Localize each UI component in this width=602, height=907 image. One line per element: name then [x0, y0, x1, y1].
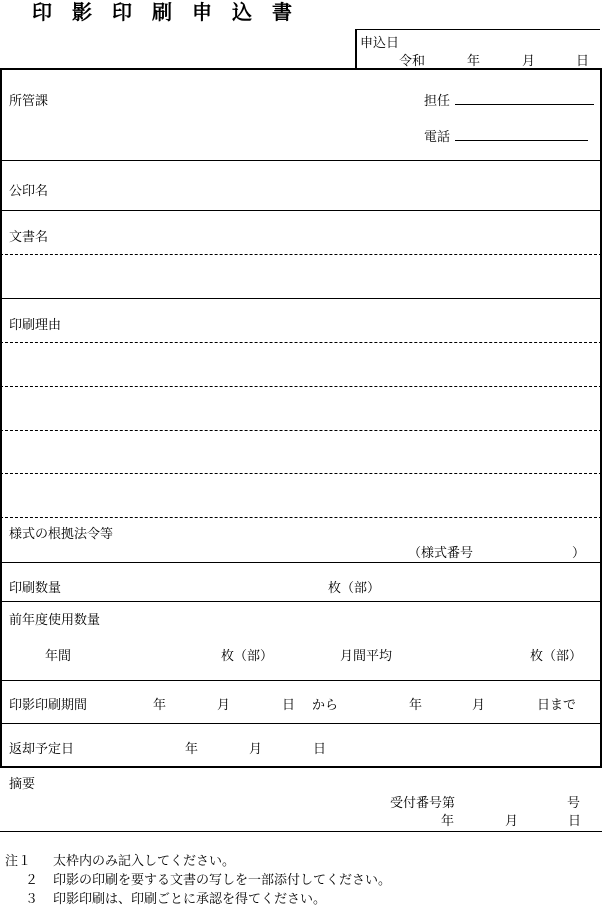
monthly-average-unit: 枚（部） — [530, 649, 583, 664]
dashed-divider — [0, 517, 602, 518]
application-date-month: 月 — [522, 54, 536, 69]
note-1-text: 太枠内のみ記入してください。 — [53, 854, 236, 869]
receipt-day: 日 — [568, 814, 582, 829]
print-quantity-label: 印刷数量 — [9, 581, 62, 596]
return-day: 日 — [313, 742, 327, 757]
seal-name-label: 公印名 — [9, 184, 49, 199]
phone-field[interactable] — [455, 140, 588, 141]
form-number-open: （様式番号 — [408, 546, 474, 561]
application-date-label: 申込日 — [360, 36, 400, 51]
divider — [0, 680, 602, 681]
monthly-average-label: 月間平均 — [340, 649, 393, 664]
divider — [0, 298, 602, 299]
note-3-text: 印影印刷は、印刷ごとに承認を得てください。 — [53, 892, 327, 907]
note-2-number: ２ — [25, 873, 39, 888]
receipt-year: 年 — [441, 814, 455, 829]
return-date-label: 返却予定日 — [9, 742, 75, 757]
divider — [0, 601, 602, 602]
print-period-label: 印影印刷期間 — [9, 698, 88, 713]
legal-basis-label: 様式の根拠法令等 — [9, 527, 114, 542]
summary-label: 摘要 — [9, 777, 36, 792]
divider — [0, 160, 602, 161]
dashed-divider — [0, 473, 602, 474]
person-in-charge-field[interactable] — [455, 104, 594, 105]
page-title: 印影印刷申込書 — [32, 0, 312, 24]
receipt-number-label: 受付番号第 — [390, 796, 456, 811]
application-date-era: 令和 — [399, 54, 426, 69]
application-date-day: 日 — [576, 54, 590, 69]
dashed-divider — [0, 254, 602, 255]
note-2-text: 印影の印刷を要する文書の写しを一部添付してください。 — [53, 873, 392, 888]
period-month-2: 月 — [472, 698, 486, 713]
dashed-divider — [0, 386, 602, 387]
phone-label: 電話 — [424, 130, 451, 145]
print-reason-label: 印刷理由 — [9, 318, 62, 333]
return-month: 月 — [249, 742, 263, 757]
receipt-number-suffix: 号 — [567, 796, 581, 811]
main-form-frame — [0, 68, 602, 768]
application-date-year: 年 — [467, 54, 481, 69]
period-year-1: 年 — [153, 698, 167, 713]
divider — [0, 562, 602, 563]
note-3-number: ３ — [25, 892, 39, 907]
person-in-charge-label: 担任 — [424, 94, 451, 109]
divider — [0, 831, 602, 832]
period-month-1: 月 — [217, 698, 231, 713]
dashed-divider — [0, 342, 602, 343]
divider — [0, 723, 602, 724]
document-name-label: 文書名 — [9, 230, 49, 245]
annual-label: 年間 — [45, 649, 72, 664]
dashed-divider — [0, 430, 602, 431]
form-number-close: ） — [572, 546, 586, 561]
annual-unit: 枚（部） — [221, 649, 274, 664]
note-1-number: 注１ — [5, 854, 32, 869]
prev-year-usage-label: 前年度使用数量 — [9, 613, 101, 628]
divider — [0, 210, 602, 211]
print-quantity-unit: 枚（部） — [328, 581, 381, 596]
period-until: 日まで — [537, 698, 577, 713]
period-day-1: 日 — [282, 698, 296, 713]
period-year-2: 年 — [409, 698, 423, 713]
receipt-month: 月 — [505, 814, 519, 829]
return-year: 年 — [185, 742, 199, 757]
department-label: 所管課 — [9, 94, 49, 109]
period-from: から — [312, 698, 339, 713]
